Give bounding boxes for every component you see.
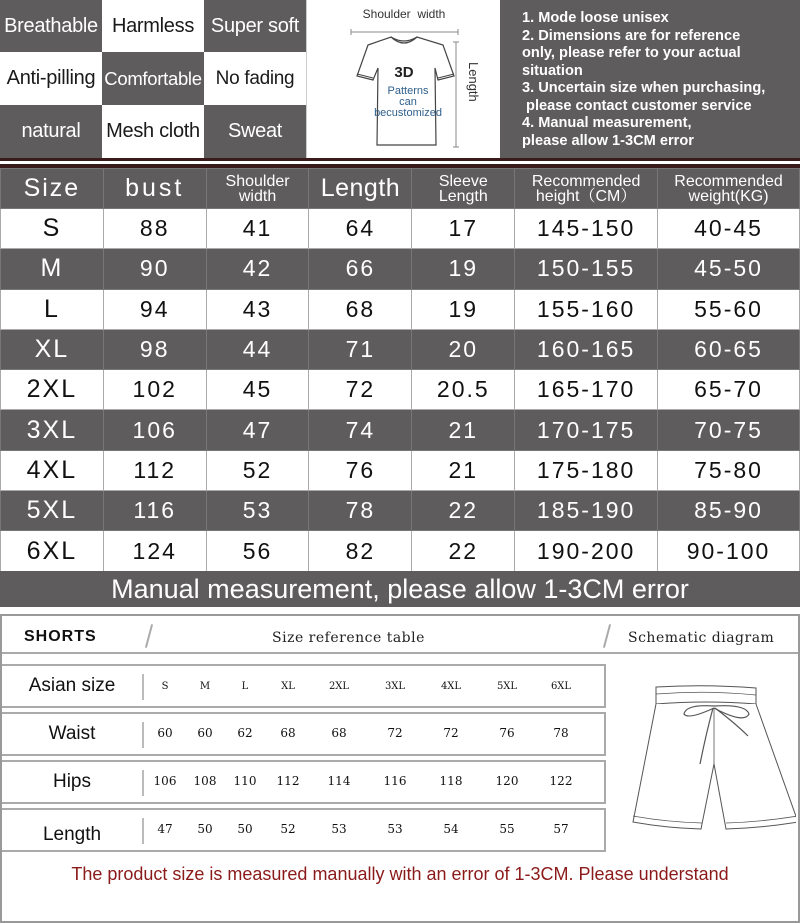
- shorts-value: 3XL: [384, 681, 406, 692]
- shorts-value: 55: [499, 822, 515, 836]
- shorts-value: 114: [327, 774, 351, 788]
- value-cell: 175-180: [515, 450, 658, 490]
- shorts-row-label: Waist: [48, 723, 96, 744]
- value-cell: 88: [103, 209, 206, 249]
- shorts-value: 53: [331, 822, 347, 836]
- value-cell: 145-150: [515, 209, 658, 249]
- table-row: [1, 370, 800, 410]
- note-line: 2. Dimensions are for reference: [522, 27, 741, 44]
- size-cell: 4XL: [1, 450, 104, 490]
- feature-cell: natural: [0, 105, 102, 158]
- value-cell: 76: [309, 450, 412, 490]
- value-cell: 165-170: [515, 370, 658, 410]
- size-cell: L: [1, 289, 104, 329]
- shorts-row: [2, 664, 606, 708]
- separator: [142, 674, 144, 700]
- value-cell: 65-70: [658, 370, 800, 410]
- manual-measurement-note: Manual measurement, please allow 1-3CM error: [0, 571, 800, 607]
- shorts-value: 57: [553, 822, 569, 836]
- feature-cell: Super soft: [204, 0, 306, 52]
- table-header-row: [1, 169, 800, 209]
- note-line: only, please refer to your actual: [522, 45, 741, 61]
- separator: [142, 770, 144, 796]
- size-cell: XL: [1, 329, 104, 369]
- value-cell: 90-100: [658, 531, 800, 571]
- shorts-value: 60: [197, 726, 213, 740]
- shorts-value: 60: [157, 726, 173, 740]
- size-cell: 5XL: [1, 491, 104, 531]
- table-row: [1, 410, 800, 450]
- note-line: please allow 1-3CM error: [522, 132, 694, 149]
- value-cell: 44: [206, 329, 309, 369]
- shorts-title: SHORTS: [24, 628, 97, 645]
- separator: [142, 722, 144, 748]
- value-cell: 22: [412, 491, 515, 531]
- header-weight: Recommended weight(KG): [658, 169, 800, 209]
- shorts-value: 62: [237, 726, 253, 740]
- shorts-row-label: Hips: [52, 771, 91, 792]
- shorts-value: 72: [443, 726, 459, 740]
- shorts-value: L: [241, 681, 249, 692]
- divider-slash: [603, 624, 611, 648]
- shorts-diagram-icon: [616, 664, 796, 854]
- value-cell: 190-200: [515, 531, 658, 571]
- value-cell: 20: [412, 329, 515, 369]
- size-cell: 3XL: [1, 410, 104, 450]
- shorts-value: 53: [387, 822, 403, 836]
- shoulder-width-label: Shoulder width: [362, 7, 446, 21]
- feature-cell: Breathable: [0, 0, 102, 52]
- table-row: [1, 450, 800, 490]
- shorts-value: 116: [383, 774, 407, 788]
- value-cell: 22: [412, 531, 515, 571]
- shorts-row: [2, 712, 606, 756]
- shorts-value: 110: [233, 774, 257, 788]
- header-length: Length: [309, 169, 412, 209]
- table-row: [1, 491, 800, 531]
- value-cell: 112: [103, 450, 206, 490]
- value-cell: 43: [206, 289, 309, 329]
- shorts-value: 50: [237, 822, 253, 836]
- header-shoulder: Shoulder width: [206, 169, 309, 209]
- value-cell: 66: [309, 249, 412, 289]
- value-cell: 60-65: [658, 329, 800, 369]
- size-cell: 2XL: [1, 370, 104, 410]
- shorts-row-label: Length: [42, 824, 102, 845]
- value-cell: 71: [309, 329, 412, 369]
- size-cell: M: [1, 249, 104, 289]
- shorts-value: 47: [157, 822, 173, 836]
- value-cell: 185-190: [515, 491, 658, 531]
- shorts-value: 122: [549, 774, 573, 788]
- shorts-value: 120: [495, 774, 519, 788]
- value-cell: 42: [206, 249, 309, 289]
- value-cell: 55-60: [658, 289, 800, 329]
- shorts-value: 108: [193, 774, 217, 788]
- shorts-value: 106: [153, 774, 177, 788]
- value-cell: 78: [309, 491, 412, 531]
- value-cell: 40-45: [658, 209, 800, 249]
- size-reference-title: Size reference table: [272, 630, 425, 646]
- value-cell: 52: [206, 450, 309, 490]
- section-divider: [0, 158, 800, 168]
- header-sleeve: Sleeve Length: [412, 169, 515, 209]
- table-row: [1, 249, 800, 289]
- features-grid: [0, 0, 306, 158]
- shorts-value: 72: [387, 726, 403, 740]
- note-line: 1. Mode loose unisex: [522, 10, 669, 26]
- shorts-row: [2, 808, 606, 852]
- feature-cell: No fading: [204, 52, 306, 105]
- value-cell: 70-75: [658, 410, 800, 450]
- length-label: Length: [466, 62, 481, 102]
- shorts-value: M: [199, 681, 211, 692]
- shorts-value: 78: [553, 726, 569, 740]
- shorts-row: [2, 760, 606, 804]
- shorts-value: 5XL: [496, 681, 518, 692]
- header-height: Recommended height（CM）: [515, 169, 658, 209]
- shorts-value: 6XL: [550, 681, 572, 692]
- value-cell: 20.5: [412, 370, 515, 410]
- value-cell: 170-175: [515, 410, 658, 450]
- value-cell: 53: [206, 491, 309, 531]
- note-line: situation: [522, 62, 583, 79]
- value-cell: 72: [309, 370, 412, 410]
- value-cell: 75-80: [658, 450, 800, 490]
- value-cell: 21: [412, 410, 515, 450]
- value-cell: 19: [412, 289, 515, 329]
- shorts-value: 68: [331, 726, 347, 740]
- note-line: please contact customer service: [522, 97, 752, 114]
- table-row: [1, 531, 800, 571]
- value-cell: 17: [412, 209, 515, 249]
- schematic-title: Schematic diagram: [628, 630, 775, 646]
- value-cell: 47: [206, 410, 309, 450]
- size-cell: S: [1, 209, 104, 249]
- shorts-value: 76: [499, 726, 515, 740]
- shorts-value: 54: [443, 822, 459, 836]
- value-cell: 41: [206, 209, 309, 249]
- shorts-value: 112: [276, 774, 300, 788]
- value-cell: 98: [103, 329, 206, 369]
- table-row: [1, 329, 800, 369]
- value-cell: 124: [103, 531, 206, 571]
- feature-cell: Anti-pilling: [0, 52, 102, 105]
- note-line: 3. Uncertain size when purchasing,: [522, 80, 766, 96]
- value-cell: 82: [309, 531, 412, 571]
- value-cell: 90: [103, 249, 206, 289]
- value-cell: 160-165: [515, 329, 658, 369]
- feature-cell: Harmless: [102, 0, 204, 52]
- value-cell: 21: [412, 450, 515, 490]
- value-cell: 150-155: [515, 249, 658, 289]
- shorts-row-label: Asian size: [28, 675, 116, 696]
- value-cell: 116: [103, 491, 206, 531]
- feature-cell: Sweat: [204, 105, 306, 158]
- value-cell: 56: [206, 531, 309, 571]
- value-cell: 102: [103, 370, 206, 410]
- value-cell: 45: [206, 370, 309, 410]
- value-cell: 74: [309, 410, 412, 450]
- shorts-value: 68: [280, 726, 296, 740]
- value-cell: 64: [309, 209, 412, 249]
- shorts-value: 50: [197, 822, 213, 836]
- table-row: [1, 209, 800, 249]
- shorts-value: 4XL: [440, 681, 462, 692]
- size-cell: 6XL: [1, 531, 104, 571]
- value-cell: 106: [103, 410, 206, 450]
- feature-cell: Comfortable: [102, 52, 204, 105]
- 3d-badge: 3D: [394, 64, 414, 81]
- header-bust: bust: [103, 169, 206, 209]
- value-cell: 85-90: [658, 491, 800, 531]
- feature-cell: Mesh cloth: [102, 105, 204, 158]
- pattern-note: Patterns can becustomized: [374, 85, 442, 119]
- shorts-value: XL: [281, 681, 295, 692]
- shorts-value: 2XL: [328, 681, 350, 692]
- separator: [142, 818, 144, 844]
- value-cell: 68: [309, 289, 412, 329]
- value-cell: 155-160: [515, 289, 658, 329]
- tshirt-diagram: [306, 0, 500, 158]
- note-line: 4. Manual measurement,: [522, 115, 692, 131]
- shorts-header: [2, 616, 798, 654]
- footer-disclaimer: The product size is measured manually with an error of 1-3CM. Please understand: [71, 864, 729, 884]
- value-cell: 94: [103, 289, 206, 329]
- shorts-value: 118: [439, 774, 463, 788]
- table-row: [1, 289, 800, 329]
- tshirt-size-table: [0, 168, 800, 572]
- divider-slash: [145, 624, 153, 648]
- shorts-value: 52: [280, 822, 296, 836]
- value-cell: 19: [412, 249, 515, 289]
- header-size: Size: [1, 169, 104, 209]
- shorts-value: S: [161, 681, 169, 692]
- notes-panel: [500, 0, 800, 158]
- value-cell: 45-50: [658, 249, 800, 289]
